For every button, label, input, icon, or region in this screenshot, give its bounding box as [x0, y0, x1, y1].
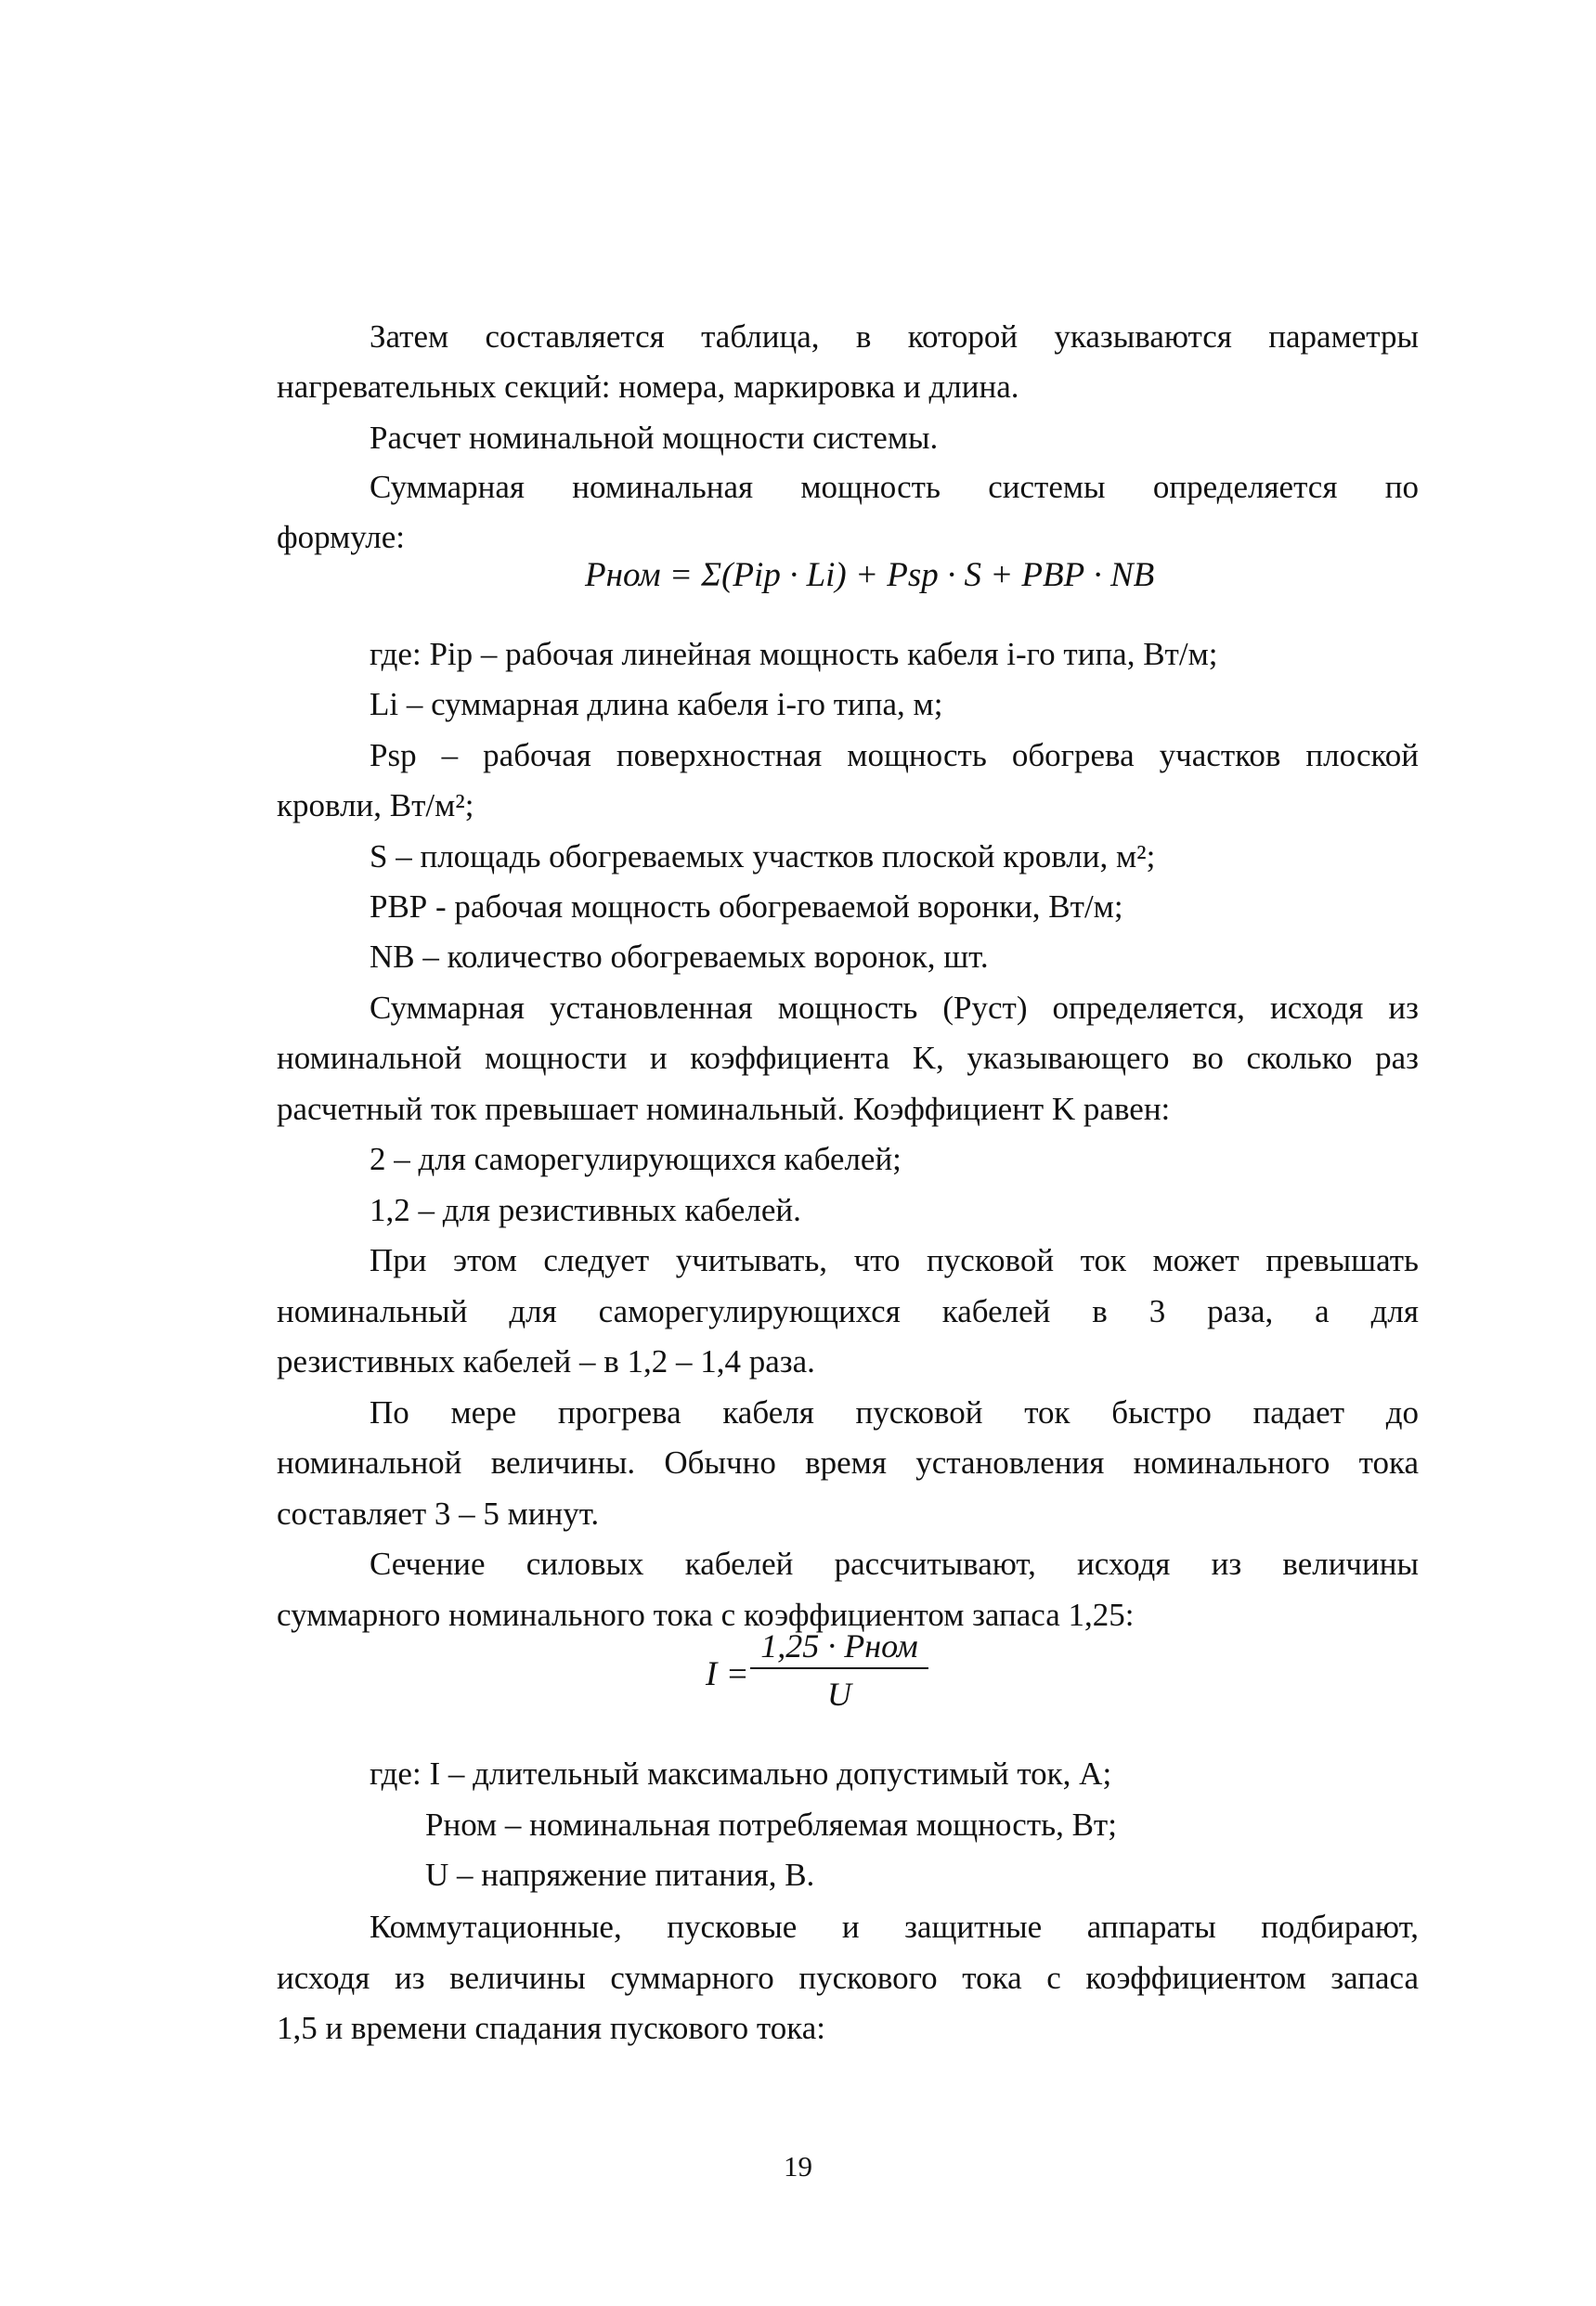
- legend1-li: Li – суммарная длина кабеля i-го типа, м;: [370, 686, 943, 722]
- para3-line3: расчетный ток превышает номинальный. Коэффициент K равен:: [277, 1091, 1171, 1127]
- formula-current-numerator: 1,25 · Pном: [760, 1627, 918, 1665]
- legend1-nv: NВ – количество обогреваемых воронок, шт.: [370, 939, 989, 975]
- para7-line1: Коммутационные, пусковые и защитные аппараты подбирают,: [370, 1909, 1419, 1945]
- coefficient-k-self-regulating: 2 – для саморегулирующихся кабелей;: [370, 1141, 902, 1177]
- para7-line2: исходя из величины суммарного пускового тока с коэффициентом запаса: [277, 1960, 1419, 1996]
- legend1-s: S – площадь обогреваемых участков плоской кровли, м²;: [370, 838, 1156, 874]
- legend1-pvr: PВР - рабочая мощность обогреваемой воронки, Вт/м;: [370, 888, 1123, 925]
- para5-line3: составляет 3 – 5 минут.: [277, 1496, 600, 1532]
- legend1-intro: где:: [370, 636, 422, 672]
- para3-line1: Суммарная установленная мощность (Pуст) определяется, исходя из: [370, 990, 1419, 1026]
- para4-line2: номинальный для саморегулирующихся кабелей в 3 раза, а для: [277, 1293, 1419, 1329]
- para6-line2: суммарного номинального тока с коэффициентом запаса 1,25:: [277, 1597, 1135, 1633]
- formula-current-denominator: U: [827, 1676, 851, 1713]
- para1-line1: Затем составляется таблица, в которой указываются параметры: [370, 318, 1419, 355]
- formula-current-fraction-bar: [750, 1667, 928, 1669]
- para7-line3: 1,5 и времени спадания пускового тока:: [277, 2010, 825, 2046]
- coefficient-k-resistive: 1,2 – для резистивных кабелей.: [370, 1192, 801, 1228]
- legend2-i: [370, 1751, 1419, 1797]
- legend2-u: U – напряжение питания, В.: [425, 1857, 815, 1893]
- legend1-psp: Psp – рабочая поверхностная мощность обогрева участков плоской: [370, 737, 1419, 773]
- legend2-intro: где:: [370, 1755, 422, 1792]
- para2-line2: формуле:: [277, 519, 405, 555]
- formula-current-lhs: I =: [706, 1655, 749, 1693]
- formula-pnom: [585, 555, 1154, 595]
- legend2-item-i: I – длительный максимально допустимый ток, А;: [429, 1755, 1112, 1792]
- para1-line2: нагревательных секций: номера, маркировка и длина.: [277, 369, 1019, 405]
- formula-pnom-text: Pном = Σ(Pip · Li) + Psp · S + PВР · NВ: [585, 556, 1155, 594]
- para5-line1: По мере прогрева кабеля пусковой ток быстро падает до: [370, 1394, 1419, 1431]
- para3-line2: номинальной мощности и коэффициента K, указывающего во сколько раз: [277, 1040, 1419, 1076]
- para4-line3: резистивных кабелей – в 1,2 – 1,4 раза.: [277, 1343, 815, 1380]
- page-number: 19: [784, 2150, 812, 2183]
- para6-line1: Сечение силовых кабелей рассчитывают, исходя из величины: [370, 1546, 1419, 1582]
- legend1-psp-cont: кровли, Вт/м²;: [277, 787, 474, 823]
- legend1-pip: [370, 631, 1419, 678]
- para4-line1: При этом следует учитывать, что пусковой ток может превышать: [370, 1242, 1419, 1278]
- heading-calc: Расчет номинальной мощности системы.: [370, 420, 939, 456]
- para5-line2: номинальной величины. Обычно время установления номинального тока: [277, 1444, 1419, 1481]
- para2-line1: Суммарная номинальная мощность системы определяется по: [370, 469, 1419, 505]
- legend1-item-pip: Pip – рабочая линейная мощность кабеля i-го типа, Вт/м;: [429, 636, 1218, 672]
- legend2-pnom: Pном – номинальная потребляемая мощность, Вт;: [425, 1807, 1117, 1843]
